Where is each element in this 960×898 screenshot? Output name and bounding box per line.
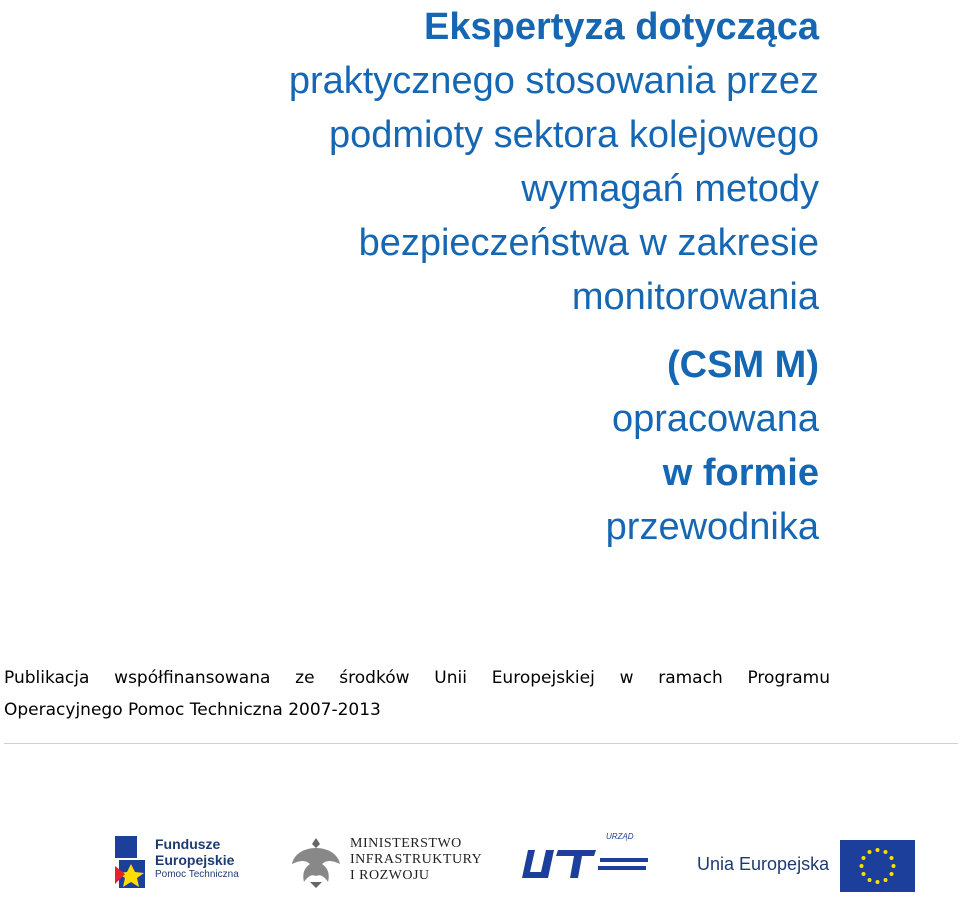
eagle-emblem-icon xyxy=(290,834,342,890)
ministry-logo xyxy=(290,828,490,892)
note-word: Unii xyxy=(434,668,467,688)
fe-line-1: Fundusze xyxy=(155,836,221,852)
ministry-line-3: I ROZWOJU xyxy=(350,868,430,883)
fe-line-2: Europejskie xyxy=(155,852,235,868)
note-word: Programu xyxy=(747,668,830,688)
logo-strip xyxy=(0,828,960,898)
subtitle-line-2: opracowana xyxy=(611,398,819,440)
fundusze-europejskie-logo xyxy=(115,828,250,892)
subtitle-line-3: w formie xyxy=(662,452,819,494)
ministry-line-2: INFRASTRUKTURY xyxy=(350,852,483,867)
title-line-2: praktycznego stosowania przez xyxy=(288,60,819,102)
note-word: w xyxy=(619,668,634,688)
eu-logo xyxy=(697,828,917,892)
divider xyxy=(4,743,958,744)
title-line-1: Ekspertyza dotycząca xyxy=(424,6,819,48)
note-word: Publikacja xyxy=(4,668,90,688)
ministry-line-1: MINISTERSTWO xyxy=(350,836,462,851)
cofinancing-note xyxy=(4,662,830,726)
note-word: ze xyxy=(295,668,315,688)
note-word: współfinansowana xyxy=(114,668,271,688)
fe-line-3: Pomoc Techniczna xyxy=(155,869,239,880)
utk-mark-icon xyxy=(518,842,653,892)
subtitle-line-4: przewodnika xyxy=(605,506,819,548)
title-line-5: bezpieczeństwa w zakresie xyxy=(358,222,819,264)
title-line-4: wymagań metody xyxy=(521,168,819,210)
title-line-6: monitorowania xyxy=(571,276,819,318)
title-line-3: podmioty sektora kolejowego xyxy=(328,114,819,156)
note-line-1 xyxy=(4,662,830,694)
eu-flag-icon xyxy=(840,840,915,892)
note-word: Europejskiej xyxy=(491,668,595,688)
document-subtitle xyxy=(606,338,819,554)
note-word: ramach xyxy=(658,668,723,688)
subtitle-line-1: (CSM M) xyxy=(667,344,819,386)
utk-logo xyxy=(518,828,653,892)
fe-star-icon xyxy=(115,836,151,892)
eu-label: Unia Europejska xyxy=(697,854,830,874)
document-title xyxy=(289,0,819,324)
note-line-2: Operacyjnego Pomoc Techniczna 2007-2013 xyxy=(4,700,381,720)
note-word: środków xyxy=(339,668,410,688)
utk-small-label: URZĄD xyxy=(606,832,634,841)
